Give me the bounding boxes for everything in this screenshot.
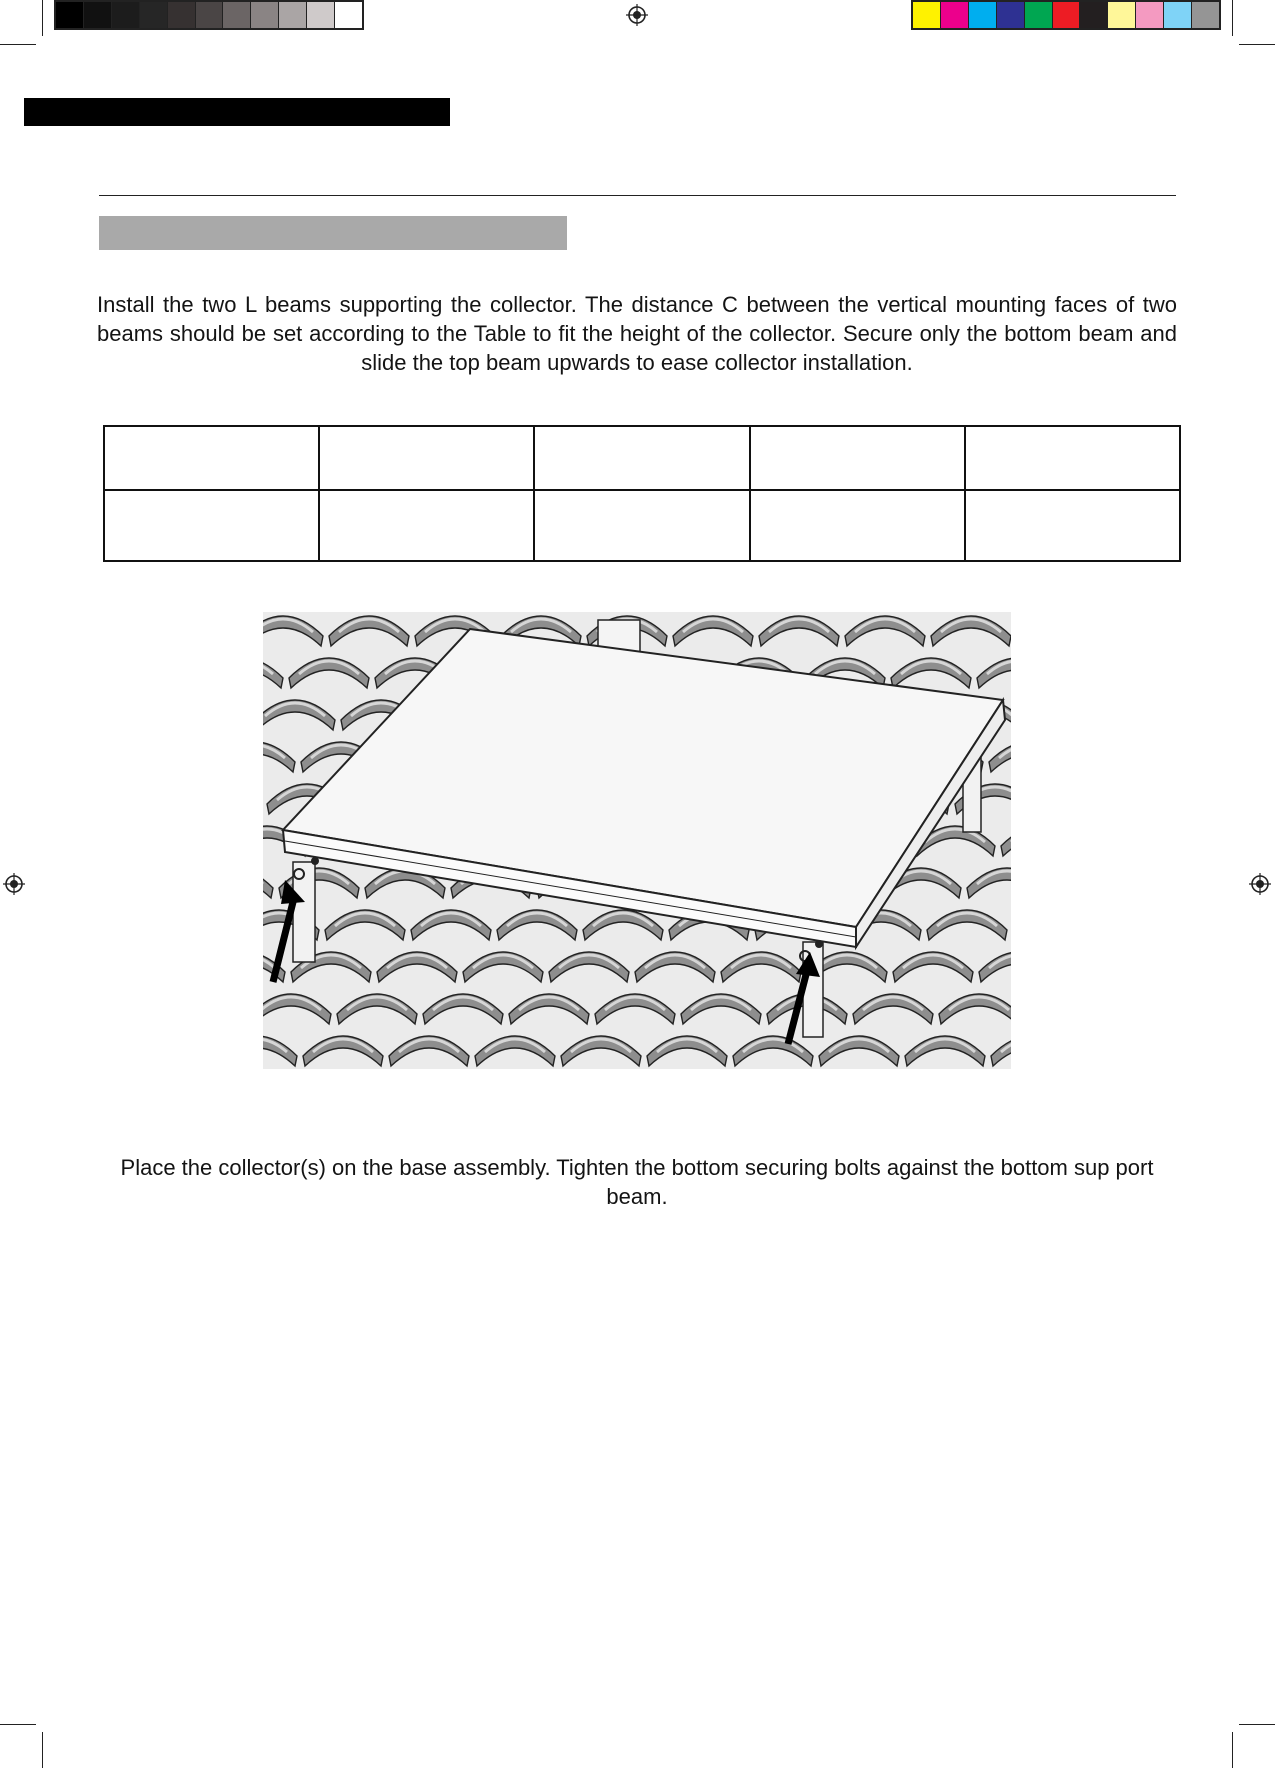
calibration-swatch <box>941 2 969 28</box>
calibration-swatch <box>1108 2 1136 28</box>
table-cell <box>750 490 965 561</box>
table-cell <box>319 426 534 490</box>
table-cell <box>319 490 534 561</box>
table-cell <box>965 426 1180 490</box>
crop-mark <box>42 0 43 36</box>
section-header-bar <box>24 98 450 126</box>
table-cell <box>750 426 965 490</box>
calibration-swatch <box>1136 2 1164 28</box>
table-row <box>104 490 1180 561</box>
calibration-swatch <box>307 2 335 28</box>
table-cell <box>534 490 749 561</box>
subsection-header-bar <box>99 216 567 250</box>
crop-mark <box>0 44 36 45</box>
calibration-swatch <box>84 2 112 28</box>
calibration-swatch <box>913 2 941 28</box>
bolt <box>815 940 823 948</box>
crop-mark <box>1232 1732 1233 1768</box>
table-row <box>104 426 1180 490</box>
step-paragraph: Place the collector(s) on the base assembly. Tighten the bottom securing bolts against the bottom sup port beam. <box>120 1155 1154 1209</box>
calibration-swatch <box>969 2 997 28</box>
table-cell <box>965 490 1180 561</box>
color-calibration-strip <box>911 0 1221 30</box>
table-cell <box>104 490 319 561</box>
crop-mark <box>1232 0 1233 36</box>
crop-mark <box>0 1724 36 1725</box>
calibration-swatch <box>196 2 224 28</box>
calibration-swatch <box>279 2 307 28</box>
grayscale-calibration-strip <box>54 0 364 30</box>
calibration-swatch <box>251 2 279 28</box>
calibration-swatch <box>335 2 362 28</box>
calibration-swatch <box>168 2 196 28</box>
dimension-table <box>103 425 1181 562</box>
registration-mark-icon <box>626 4 648 26</box>
collector-on-roof-illustration <box>263 612 1011 1069</box>
support-leg <box>803 942 823 1037</box>
calibration-swatch <box>1192 2 1219 28</box>
calibration-swatch <box>1080 2 1108 28</box>
registration-mark-icon <box>1249 873 1271 895</box>
calibration-swatch <box>140 2 168 28</box>
calibration-swatch <box>223 2 251 28</box>
bolt <box>311 857 319 865</box>
calibration-swatch <box>1164 2 1192 28</box>
crop-mark <box>1239 44 1275 45</box>
crop-mark <box>1239 1724 1275 1725</box>
table-cell <box>534 426 749 490</box>
calibration-swatch <box>112 2 140 28</box>
calibration-swatch <box>56 2 84 28</box>
calibration-swatch <box>1025 2 1053 28</box>
registration-mark-icon <box>3 873 25 895</box>
header-divider <box>99 195 1176 196</box>
calibration-swatch <box>1053 2 1081 28</box>
table-cell <box>104 426 319 490</box>
calibration-swatch <box>997 2 1025 28</box>
crop-mark <box>42 1732 43 1768</box>
intro-paragraph: Install the two L beams supporting the collector. The distance C between the vertical mounting faces of two beams should be set according to the Table to fit the height of the collector. Secure only the bottom beam and slide the top beam upwards to ease collector installation. <box>97 292 1177 375</box>
